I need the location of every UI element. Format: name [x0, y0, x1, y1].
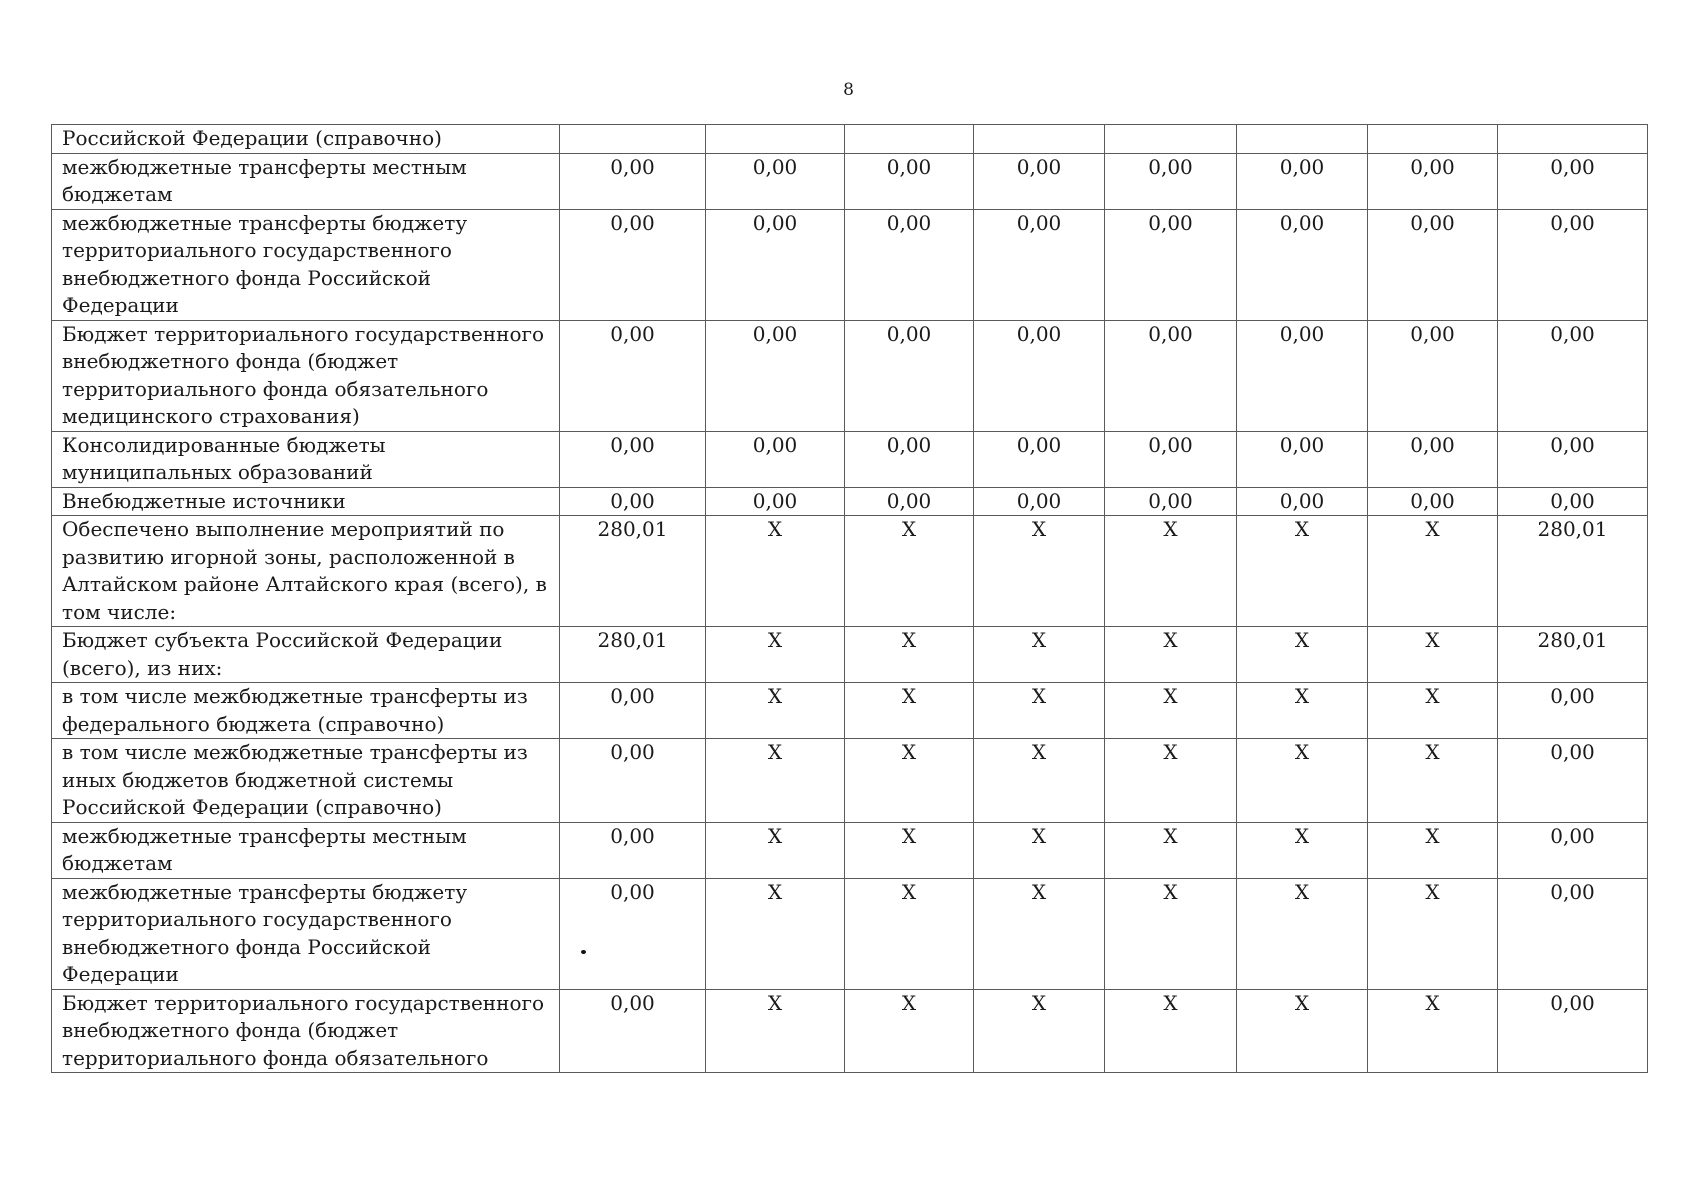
value-cell-col-4: 0,00	[974, 487, 1105, 516]
value-cell-col-1: 280,01	[560, 627, 706, 683]
value-cell-col-7: 0,00	[1368, 209, 1498, 320]
value-cell-col-6: X	[1237, 516, 1368, 627]
value-cell-col-2: X	[706, 878, 845, 989]
table-row	[52, 822, 1648, 878]
table-row	[52, 683, 1648, 739]
budget-table	[51, 124, 1648, 1073]
value-cell-col-1: 280,01	[560, 516, 706, 627]
value-cell-col-3: 0,00	[845, 320, 974, 431]
row-label: межбюджетные трансферты местным бюджетам	[52, 153, 560, 209]
value-cell-col-8: 0,00	[1498, 822, 1648, 878]
table-row	[52, 125, 1648, 154]
value-cell-col-6: 0,00	[1237, 153, 1368, 209]
value-cell-col-8: 0,00	[1498, 209, 1648, 320]
table-row	[52, 153, 1648, 209]
row-label: Бюджет территориального государственного внебюджетного фонда (бюджет территориального фонда обязательного	[52, 989, 560, 1073]
value-cell-col-8: 280,01	[1498, 627, 1648, 683]
value-cell-col-5: X	[1105, 683, 1237, 739]
value-cell-col-2: X	[706, 683, 845, 739]
value-cell-col-5: X	[1105, 627, 1237, 683]
value-cell-col-5: 0,00	[1105, 487, 1237, 516]
table-row	[52, 487, 1648, 516]
value-cell-col-8: 0,00	[1498, 320, 1648, 431]
value-cell-col-1: 0,00	[560, 487, 706, 516]
value-cell-col-1: 0,00	[560, 878, 706, 989]
page-number: 8	[843, 80, 854, 100]
value-cell-col-6: X	[1237, 683, 1368, 739]
row-label: в том числе межбюджетные трансферты из иных бюджетов бюджетной системы Российской Федерации (справочно)	[52, 739, 560, 823]
value-cell-col-2: 0,00	[706, 153, 845, 209]
value-cell-col-3: 0,00	[845, 209, 974, 320]
value-cell-col-4: 0,00	[974, 320, 1105, 431]
value-cell-col-5: X	[1105, 989, 1237, 1073]
table-row	[52, 431, 1648, 487]
value-cell-col-5: X	[1105, 822, 1237, 878]
value-cell-col-6: X	[1237, 822, 1368, 878]
value-cell-col-4: X	[974, 822, 1105, 878]
value-cell-col-6: 0,00	[1237, 320, 1368, 431]
value-cell-col-8: 280,01	[1498, 516, 1648, 627]
value-cell-col-3: X	[845, 989, 974, 1073]
value-cell-col-4: X	[974, 627, 1105, 683]
value-cell-col-1: 0,00	[560, 683, 706, 739]
value-cell-col-3: X	[845, 683, 974, 739]
row-label: Консолидированные бюджеты муниципальных образований	[52, 431, 560, 487]
value-cell-col-1: 0,00	[560, 989, 706, 1073]
value-cell-col-7: X	[1368, 627, 1498, 683]
value-cell-col-1: 0,00	[560, 153, 706, 209]
value-cell-col-7: X	[1368, 739, 1498, 823]
table-row	[52, 878, 1648, 989]
table-row	[52, 739, 1648, 823]
value-cell-col-7: X	[1368, 822, 1498, 878]
table-row	[52, 516, 1648, 627]
value-cell-col-2: X	[706, 516, 845, 627]
value-cell-col-6: 0,00	[1237, 209, 1368, 320]
value-cell-col-2: X	[706, 989, 845, 1073]
value-cell-col-5: 0,00	[1105, 209, 1237, 320]
row-label: межбюджетные трансферты местным бюджетам	[52, 822, 560, 878]
value-cell-col-5: 0,00	[1105, 153, 1237, 209]
row-label: Обеспечено выполнение мероприятий по развитию игорной зоны, расположенной в Алтайском районе Алтайского края (всего), в том числе:	[52, 516, 560, 627]
value-cell-col-1: 0,00	[560, 431, 706, 487]
value-cell-col-3: X	[845, 878, 974, 989]
value-cell-col-3: 0,00	[845, 487, 974, 516]
value-cell-col-2: 0,00	[706, 487, 845, 516]
value-cell-col-4: X	[974, 989, 1105, 1073]
value-cell-col-2: 0,00	[706, 431, 845, 487]
value-cell-col-1: 0,00	[560, 320, 706, 431]
value-cell-col-4: X	[974, 683, 1105, 739]
table-row	[52, 627, 1648, 683]
row-label: Бюджет субъекта Российской Федерации (всего), из них:	[52, 627, 560, 683]
row-label: межбюджетные трансферты бюджету территориального государственного внебюджетного фонда Российской Федерации	[52, 878, 560, 989]
table-row	[52, 320, 1648, 431]
value-cell-col-7: 0,00	[1368, 153, 1498, 209]
value-cell-col-5: X	[1105, 739, 1237, 823]
value-cell-col-8: 0,00	[1498, 683, 1648, 739]
value-cell-col-3: X	[845, 822, 974, 878]
value-cell-col-2: 0,00	[706, 320, 845, 431]
value-cell-col-3: 0,00	[845, 431, 974, 487]
value-cell-col-7: 0,00	[1368, 320, 1498, 431]
row-label: Бюджет территориального государственного внебюджетного фонда (бюджет территориального фонда обязательного медицинского страхования)	[52, 320, 560, 431]
value-cell-col-4	[974, 125, 1105, 154]
value-cell-col-8: 0,00	[1498, 989, 1648, 1073]
value-cell-col-6: 0,00	[1237, 431, 1368, 487]
value-cell-col-2	[706, 125, 845, 154]
value-cell-col-5: X	[1105, 878, 1237, 989]
value-cell-col-2: X	[706, 822, 845, 878]
value-cell-col-8	[1498, 125, 1648, 154]
value-cell-col-3: 0,00	[845, 153, 974, 209]
value-cell-col-1: 0,00	[560, 822, 706, 878]
value-cell-col-1: 0,00	[560, 739, 706, 823]
value-cell-col-6	[1237, 125, 1368, 154]
value-cell-col-4: X	[974, 516, 1105, 627]
value-cell-col-6: X	[1237, 878, 1368, 989]
value-cell-col-7: 0,00	[1368, 487, 1498, 516]
value-cell-col-1: 0,00	[560, 209, 706, 320]
value-cell-col-8: 0,00	[1498, 487, 1648, 516]
value-cell-col-7: X	[1368, 516, 1498, 627]
value-cell-col-5: 0,00	[1105, 320, 1237, 431]
value-cell-col-3: X	[845, 739, 974, 823]
value-cell-col-7: 0,00	[1368, 431, 1498, 487]
value-cell-col-7: X	[1368, 989, 1498, 1073]
value-cell-col-7: X	[1368, 878, 1498, 989]
value-cell-col-1	[560, 125, 706, 154]
row-label: в том числе межбюджетные трансферты из федерального бюджета (справочно)	[52, 683, 560, 739]
value-cell-col-3: X	[845, 516, 974, 627]
value-cell-col-3	[845, 125, 974, 154]
stray-bullet-mark	[581, 950, 586, 954]
value-cell-col-8: 0,00	[1498, 878, 1648, 989]
value-cell-col-8: 0,00	[1498, 739, 1648, 823]
row-label: Российской Федерации (справочно)	[52, 125, 560, 154]
value-cell-col-6: X	[1237, 627, 1368, 683]
value-cell-col-4: 0,00	[974, 209, 1105, 320]
value-cell-col-7	[1368, 125, 1498, 154]
value-cell-col-6: X	[1237, 739, 1368, 823]
value-cell-col-2: X	[706, 739, 845, 823]
value-cell-col-5	[1105, 125, 1237, 154]
row-label: Внебюджетные источники	[52, 487, 560, 516]
value-cell-col-4: 0,00	[974, 431, 1105, 487]
value-cell-col-5: 0,00	[1105, 431, 1237, 487]
value-cell-col-4: X	[974, 878, 1105, 989]
table-row	[52, 209, 1648, 320]
value-cell-col-7: X	[1368, 683, 1498, 739]
value-cell-col-2: X	[706, 627, 845, 683]
value-cell-col-6: X	[1237, 989, 1368, 1073]
value-cell-col-4: 0,00	[974, 153, 1105, 209]
value-cell-col-8: 0,00	[1498, 431, 1648, 487]
value-cell-col-4: X	[974, 739, 1105, 823]
value-cell-col-6: 0,00	[1237, 487, 1368, 516]
table-row	[52, 989, 1648, 1073]
value-cell-col-3: X	[845, 627, 974, 683]
value-cell-col-5: X	[1105, 516, 1237, 627]
table-body	[52, 125, 1648, 1073]
row-label: межбюджетные трансферты бюджету территориального государственного внебюджетного фонда Российской Федерации	[52, 209, 560, 320]
value-cell-col-2: 0,00	[706, 209, 845, 320]
value-cell-col-8: 0,00	[1498, 153, 1648, 209]
